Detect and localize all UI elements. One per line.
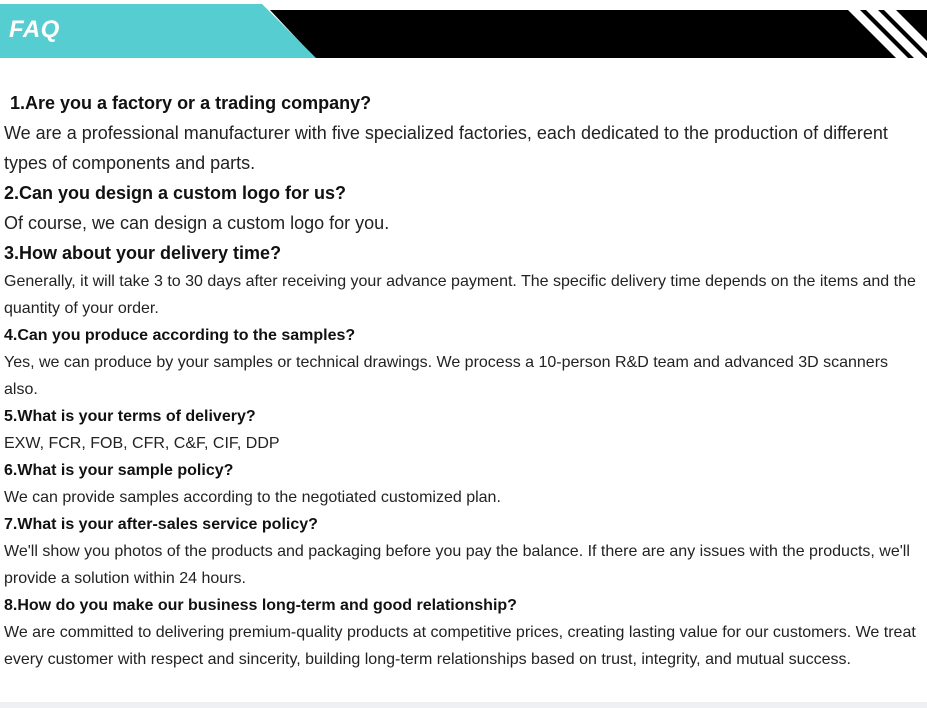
faq-question: 1.Are you a factory or a trading company?: [10, 93, 372, 113]
faq-question: 6.What is your sample policy?: [4, 462, 234, 479]
faq-question: 7.What is your after-sales service policy?: [4, 516, 318, 533]
faq-answer: EXW, FCR, FOB, CFR, C&F, CIF, DDP: [4, 435, 280, 452]
faq-answer: We are committed to delivering premium-quality products at competitive prices, creating lasting value for our customers. We treat every customer with respect and sincerity, building long-term relationships based on trust, integrity, and mutual success.: [4, 624, 916, 668]
faq-answer: We can provide samples according to the negotiated customized plan.: [4, 489, 501, 506]
faq-question: 8.How do you make our business long-term and good relationship?: [4, 597, 517, 614]
faq-answer: We'll show you photos of the products and packaging before you pay the balance. If there are any issues with the products, we'll provide a solution within 24 hours.: [4, 543, 910, 587]
faq-question: 2.Can you design a custom logo for us?: [4, 183, 347, 203]
faq-answer: Of course, we can design a custom logo for you.: [4, 213, 390, 233]
banner-dark-band: [270, 10, 927, 58]
faq-question: 5.What is your terms of delivery?: [4, 408, 256, 425]
page-title: FAQ: [9, 16, 60, 43]
faq-question: 3.How about your delivery time?: [4, 243, 282, 263]
bottom-divider: [0, 702, 927, 708]
faq-question: 4.Can you produce according to the samples?: [4, 327, 356, 344]
faq-answer: Yes, we can produce by your samples or technical drawings. We process a 10-person R&D team and advanced 3D scanners also.: [4, 354, 889, 398]
faq-list: [0, 88, 922, 673]
faq-banner: [0, 0, 927, 62]
banner-graphic: [0, 0, 927, 62]
faq-answer: We are a professional manufacturer with five specialized factories, each dedicated to the production of different types of components and parts.: [4, 123, 888, 173]
faq-answer: Generally, it will take 3 to 30 days after receiving your advance payment. The specific delivery time depends on the items and the quantity of your order.: [4, 273, 916, 317]
